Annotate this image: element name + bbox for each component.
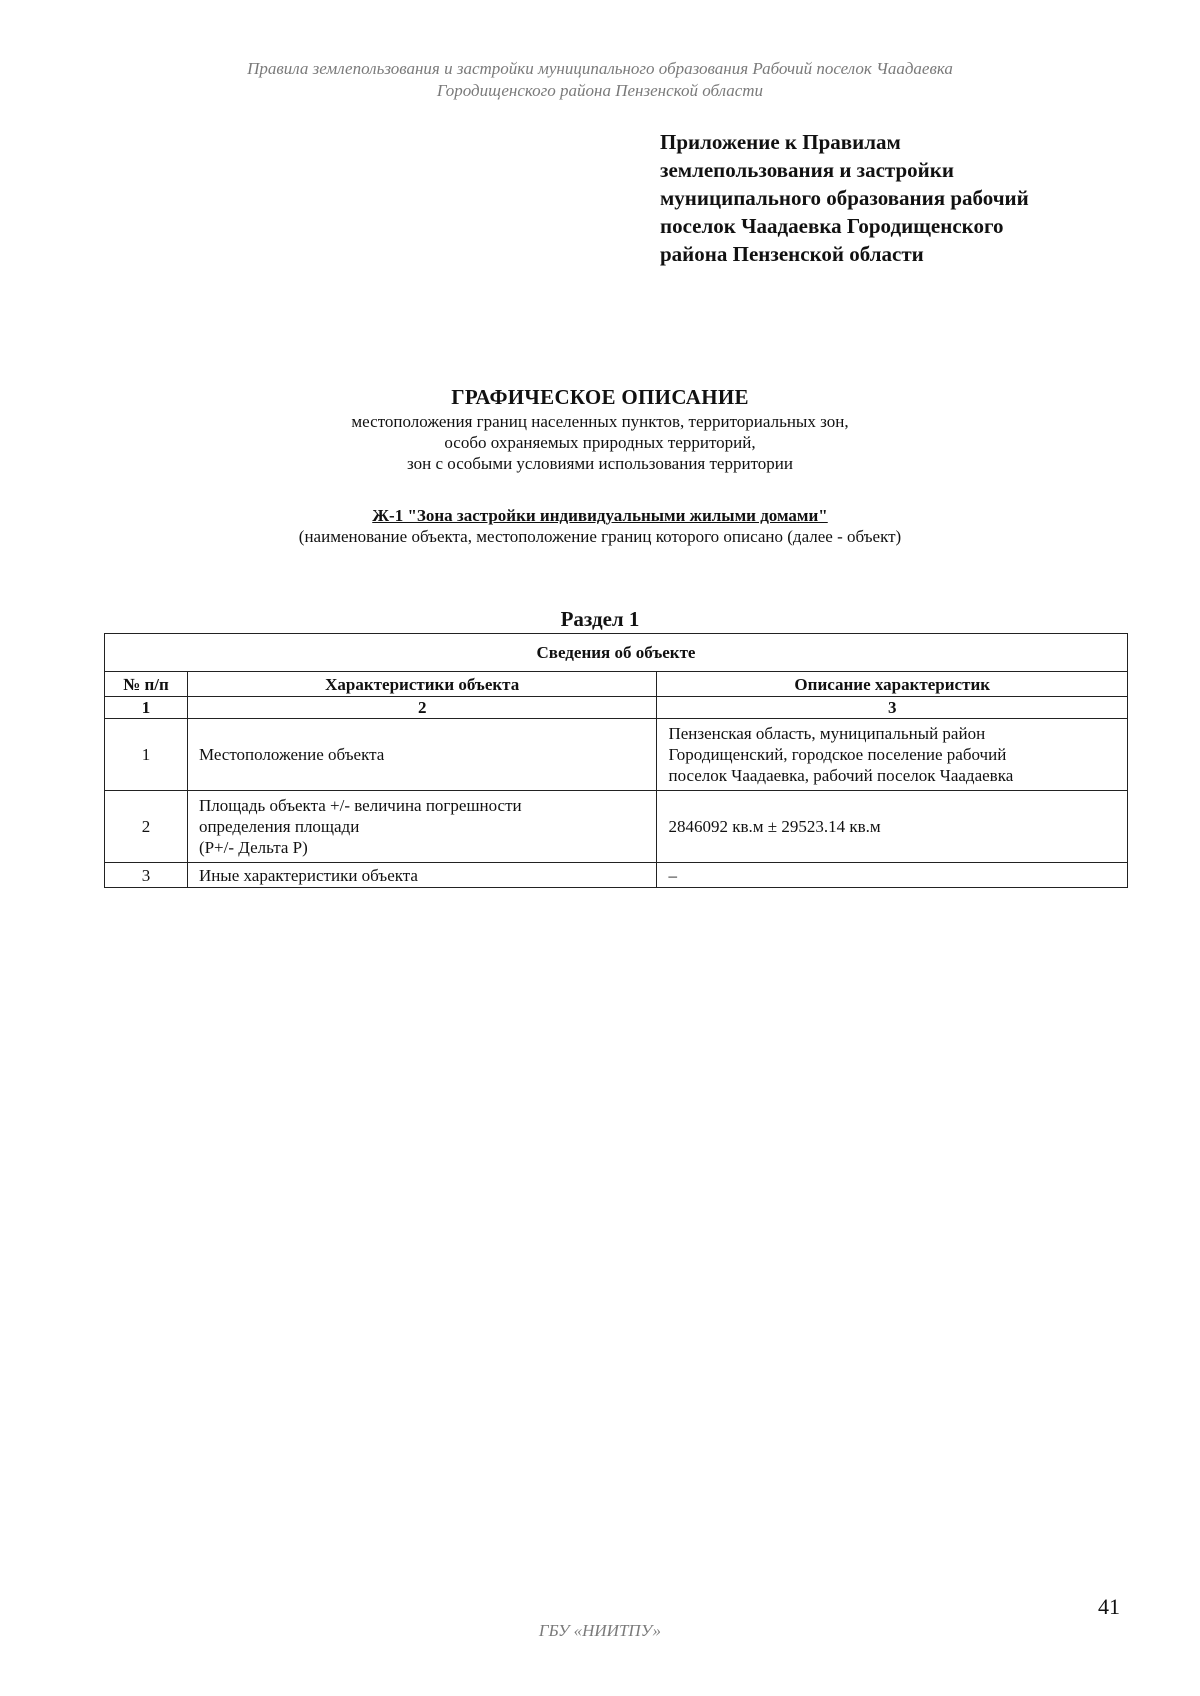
row-description-line: 2846092 кв.м ± 29523.14 кв.м [668, 817, 881, 836]
appendix-line: района Пензенской области [660, 242, 924, 266]
appendix-line: Приложение к Правилам [660, 130, 901, 154]
row-description [657, 863, 1128, 888]
row-number: 1 [105, 719, 188, 791]
column-header-number: № п/п [105, 672, 188, 697]
row-description-line: – [668, 865, 677, 885]
document-subtitle-line: местоположения границ населенных пунктов, территориальных зон, [351, 412, 849, 431]
appendix-line: поселок Чаадаевка Городищенского [660, 214, 1004, 238]
document-title-block [0, 383, 1200, 474]
section-title: Раздел 1 [560, 607, 640, 631]
object-block [0, 505, 1200, 547]
row-characteristic [187, 791, 657, 863]
table-header-row [105, 672, 1128, 697]
row-characteristic [187, 719, 657, 791]
column-number: 2 [187, 697, 657, 719]
row-description-line: поселок Чаадаевка, рабочий поселок Чаадаевка [668, 766, 1014, 785]
row-characteristic-line: (P+/- Дельта P) [198, 838, 308, 857]
row-number: 2 [105, 791, 188, 863]
column-header-characteristic: Характеристики объекта [187, 672, 657, 697]
row-description-line: Пензенская область, муниципальный район [668, 724, 986, 743]
table-row [105, 791, 1128, 863]
object-note: (наименование объекта, местоположение границ которого описано (далее - объект) [298, 527, 902, 546]
table-caption-row [105, 634, 1128, 672]
appendix-line: муниципального образования рабочий [660, 186, 1029, 210]
running-header-line-2: Городищенского района Пензенской области [436, 81, 764, 100]
table-row [105, 719, 1128, 791]
running-header [0, 58, 1200, 102]
document-title: ГРАФИЧЕСКОЕ ОПИСАНИЕ [451, 385, 749, 409]
appendix-note [660, 128, 1140, 268]
table-caption: Сведения об объекте [105, 634, 1128, 672]
document-subtitle-line: зон с особыми условиями использования территории [407, 454, 793, 473]
row-characteristic-line: Местоположение объекта [198, 745, 385, 764]
column-number: 1 [105, 697, 188, 719]
column-number: 3 [657, 697, 1128, 719]
page-number: 41 [1098, 1594, 1120, 1619]
appendix-line: землепользования и застройки [660, 158, 954, 182]
row-characteristic-line: Площадь объекта +/- величина погрешности [198, 796, 522, 815]
column-number-row [105, 697, 1128, 719]
row-characteristic-line: Иные характеристики объекта [198, 865, 418, 885]
table-row [105, 863, 1128, 888]
page-footer: ГБУ «НИИТПУ» [538, 1621, 662, 1640]
row-description [657, 791, 1128, 863]
row-characteristic-line: определения площади [198, 817, 360, 836]
row-description [657, 719, 1128, 791]
running-header-line-1: Правила землепользования и застройки муниципального образования Рабочий поселок Чаадаевка [247, 59, 953, 78]
object-name: Ж-1 "Зона застройки индивидуальными жилыми домами" [372, 506, 828, 525]
row-description-line: Городищенский, городское поселение рабочий [668, 745, 1007, 764]
column-header-description: Описание характеристик [657, 672, 1128, 697]
document-subtitle-line: особо охраняемых природных территорий, [444, 433, 756, 452]
object-info-table [104, 633, 1128, 888]
row-number: 3 [105, 863, 188, 888]
row-characteristic [187, 863, 657, 888]
